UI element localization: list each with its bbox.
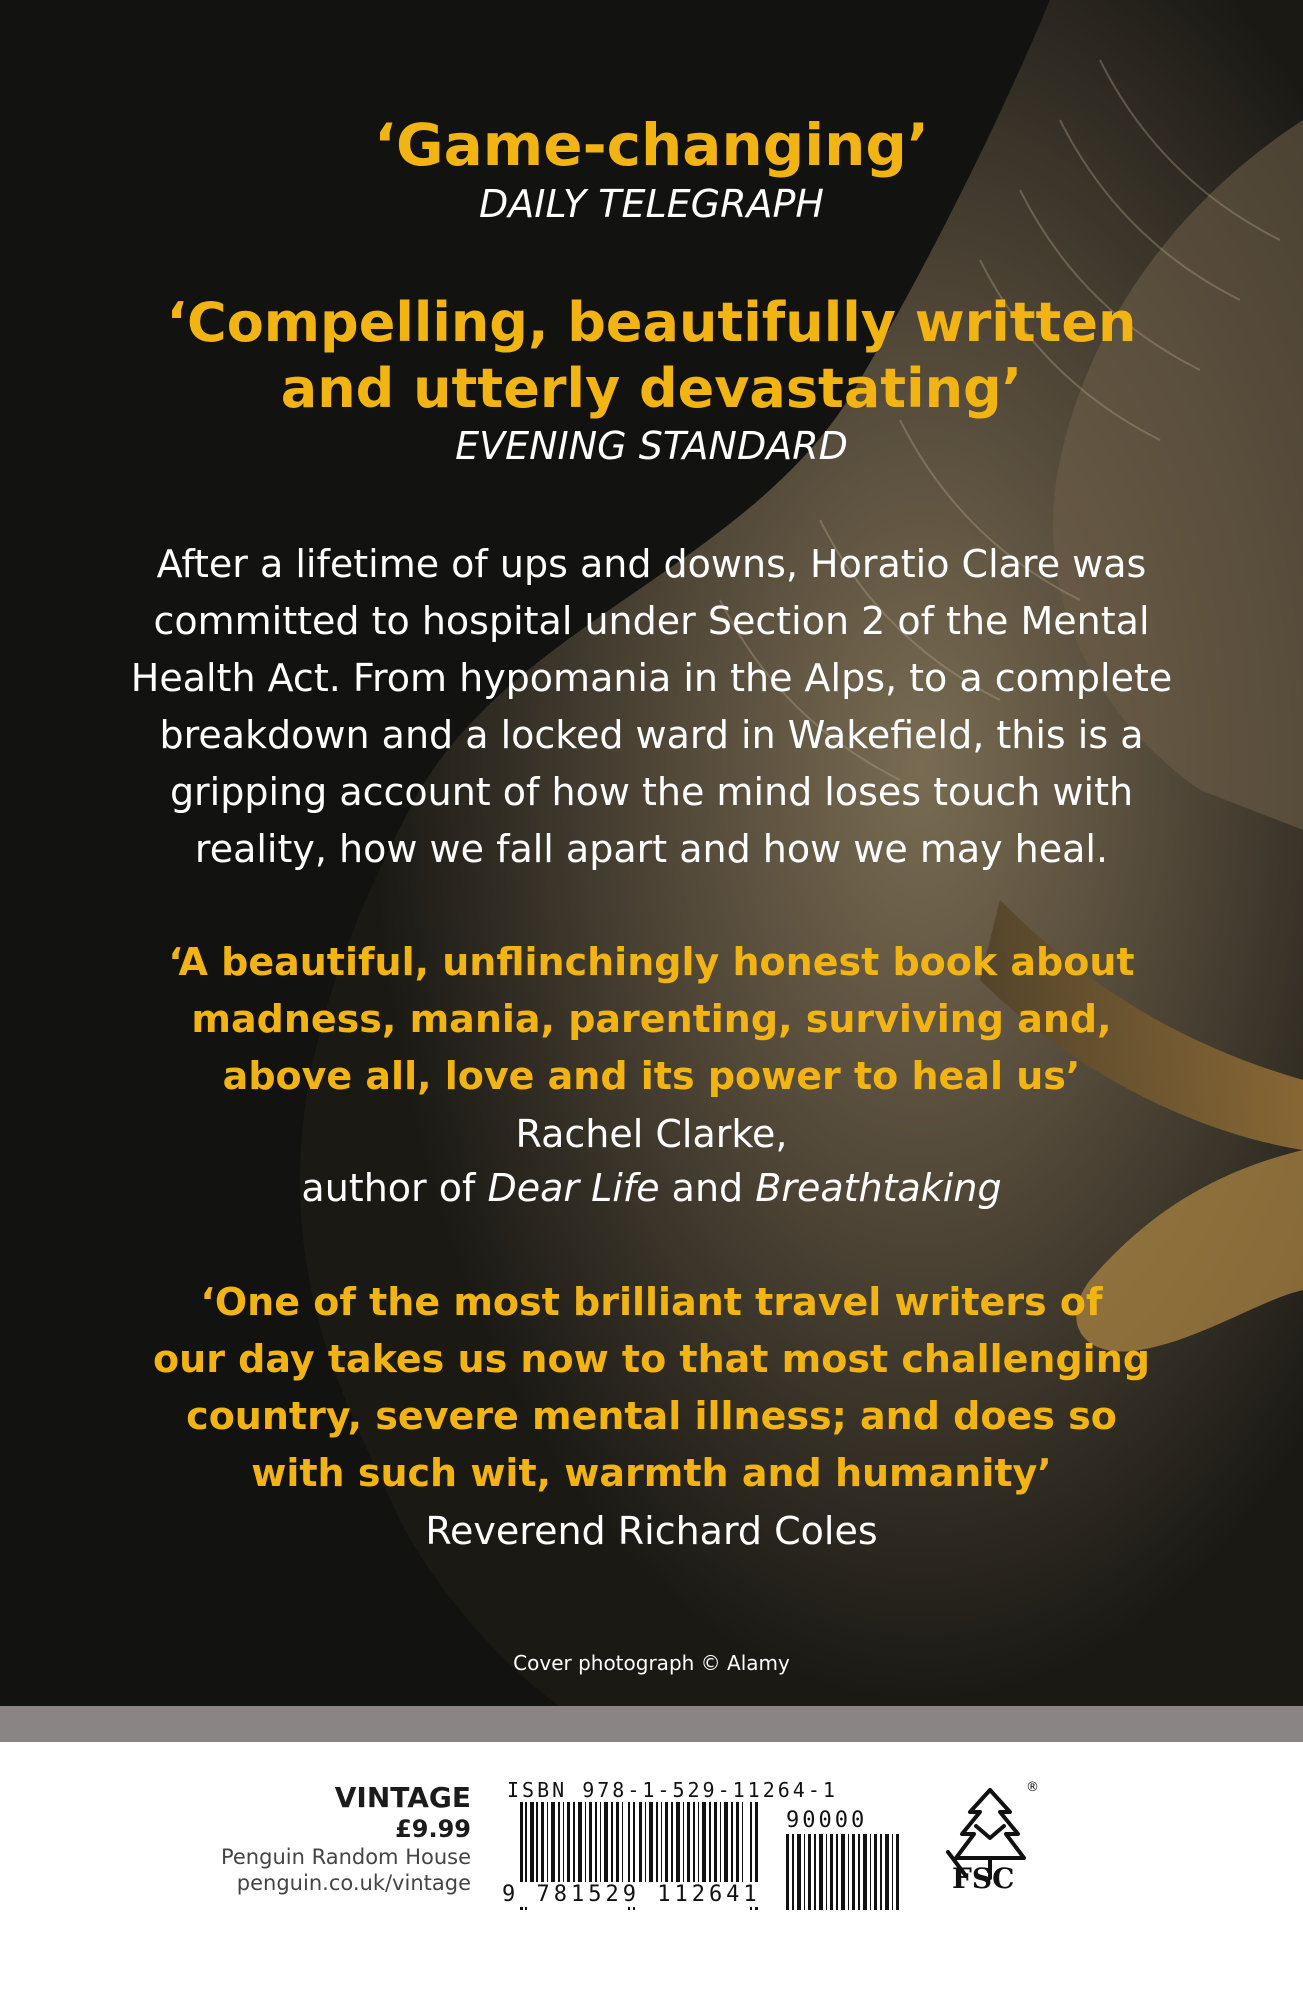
quote-line: and utterly devastating’ [280, 357, 1023, 420]
quote-line: country, severe mental illness; and does so [186, 1394, 1117, 1438]
photo-credit: Cover photograph © Alamy [513, 1651, 790, 1675]
book-blurb [0, 536, 1303, 878]
barcode-digits: 9 781529 112641 [502, 1882, 761, 1907]
registered-mark: ® [1026, 1780, 1039, 1795]
book-title-breathtaking: Breathtaking [755, 1166, 1002, 1210]
publisher-url: penguin.co.uk/vintage [236, 1871, 471, 1895]
quote-compelling [0, 290, 1303, 422]
blurb-line: committed to hospital under Section 2 of the Mental [153, 599, 1150, 643]
blurb-line: Health Act. From hypomania in the Alps, to a complete [130, 656, 1173, 700]
isbn-text: ISBN 978-1-529-11264-1 [507, 1778, 838, 1802]
quote-richard-coles [0, 1274, 1303, 1502]
blurb-line: After a lifetime of ups and downs, Horatio Clare was [156, 542, 1147, 586]
quote-line: ‘One of the most brilliant travel writers of [200, 1280, 1103, 1324]
barcode-addon [786, 1834, 901, 1910]
publisher-block [221, 1782, 471, 1896]
quote-line: ‘A beautiful, unflinchingly honest book about [168, 940, 1135, 984]
attribution-rachel-clarke: Rachel Clarke, [515, 1112, 788, 1156]
blurb-line: breakdown and a locked ward in Wakefield, this is a [159, 713, 1144, 757]
attribution-books [0, 1160, 1303, 1217]
blurb-line: reality, how we fall apart and how we may heal. [194, 827, 1109, 871]
quote-source-daily-telegraph: DAILY TELEGRAPH [478, 182, 825, 226]
publisher-name: VINTAGE [334, 1781, 471, 1814]
fsc-label: FSC [952, 1862, 1015, 1895]
quote-line: madness, mania, parenting, surviving and, [191, 997, 1112, 1041]
quote-game-changing: ‘Game-changing’ [374, 111, 929, 179]
attribution-richard-coles: Reverend Richard Coles [425, 1509, 878, 1553]
price: £9.99 [395, 1815, 471, 1843]
barcode-addon-digits: 90000 [786, 1808, 868, 1833]
quote-line: ‘Compelling, beautifully written [166, 291, 1137, 354]
quote-rachel-clarke [0, 934, 1303, 1105]
gray-band [0, 1706, 1303, 1742]
attribution-conjunction: and [671, 1166, 744, 1210]
book-title-dear-life: Dear Life [487, 1166, 660, 1210]
quote-line: with such wit, warmth and humanity’ [251, 1451, 1052, 1495]
attribution-prefix: author of [301, 1166, 476, 1210]
quote-line: above all, love and its power to heal us’ [222, 1054, 1081, 1098]
quote-line: our day takes us now to that most challenging [153, 1337, 1150, 1381]
blurb-line: gripping account of how the mind loses touch with [169, 770, 1134, 814]
footer-panel [0, 1742, 1303, 2000]
imprint: Penguin Random House [220, 1845, 471, 1869]
quote-source-evening-standard: EVENING STANDARD [455, 424, 848, 468]
